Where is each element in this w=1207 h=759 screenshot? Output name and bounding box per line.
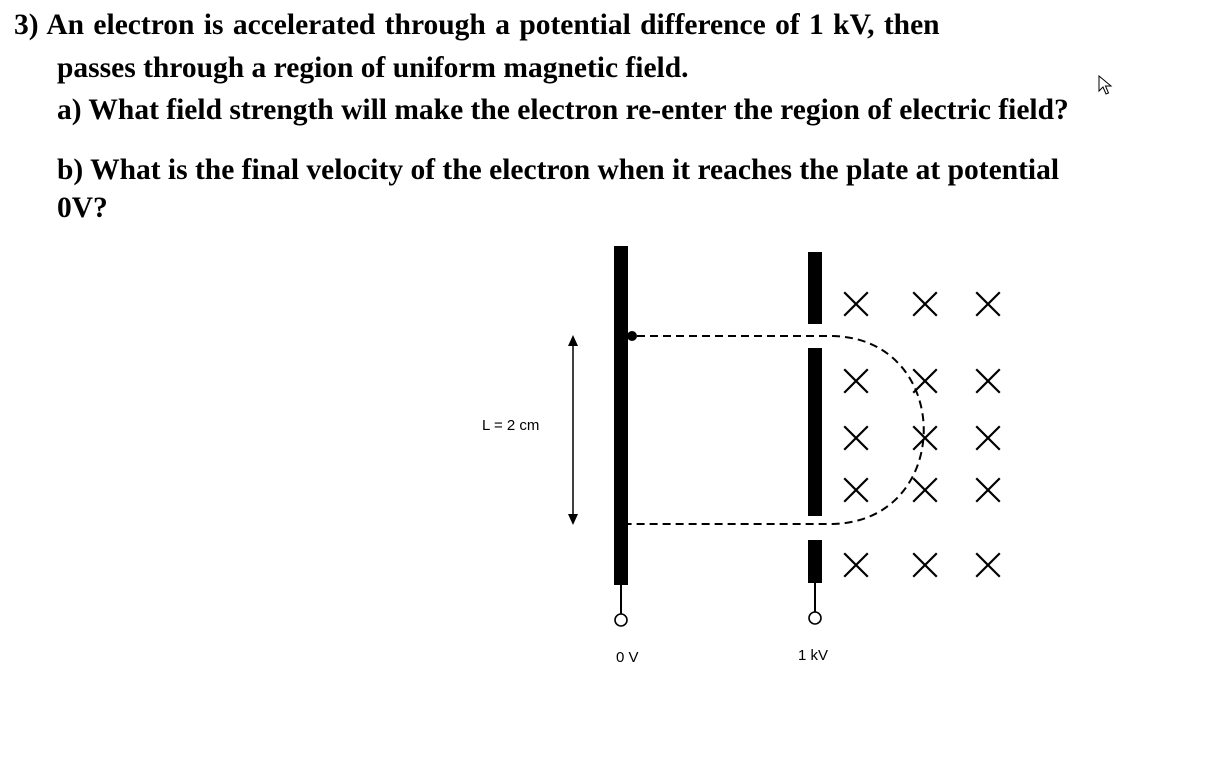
question-part-b-line-1: b) What is the final velocity of the electron when it reaches the plate at potential [57,154,1060,186]
plate-1kv-label: 1 kV [798,647,829,664]
field-cross-2-2 [977,427,999,449]
question-part-a: a) What field strength will make the electron re-enter the region of electric field? [57,94,1069,126]
plate-0v-label: 0 V [616,649,639,666]
plate-1kv-top [808,252,822,324]
question-line-1: 3) An electron is accelerated through a potential difference of 1 kV, then [14,9,940,41]
plate-0v [614,246,628,585]
field-cross-1-0 [845,370,867,392]
field-cross-2-1 [914,427,936,449]
mouse-pointer-icon [1098,75,1114,97]
field-cross-4-2 [977,554,999,576]
terminal-0v [615,614,627,626]
length-arrow-head-top [568,335,578,346]
electron-path [628,336,924,524]
length-arrow-head-bottom [568,514,578,525]
plate-1kv-middle [808,348,822,516]
terminal-1kv [809,612,821,624]
field-cross-0-0 [845,293,867,315]
electron-dot [627,331,637,341]
field-cross-1-2 [977,370,999,392]
field-cross-3-2 [977,479,999,501]
field-cross-4-0 [845,554,867,576]
field-cross-3-0 [845,479,867,501]
field-cross-0-1 [914,293,936,315]
field-cross-3-1 [914,479,936,501]
question-part-b-line-2: 0V? [57,192,108,224]
plate-1kv-bottom [808,540,822,583]
field-cross-4-1 [914,554,936,576]
question-line-2: passes through a region of uniform magnetic field. [57,52,689,84]
field-cross-0-2 [977,293,999,315]
field-cross-1-1 [914,370,936,392]
field-cross-2-0 [845,427,867,449]
length-label: L = 2 cm [482,417,540,434]
magnetic-field-into-page [845,293,999,576]
